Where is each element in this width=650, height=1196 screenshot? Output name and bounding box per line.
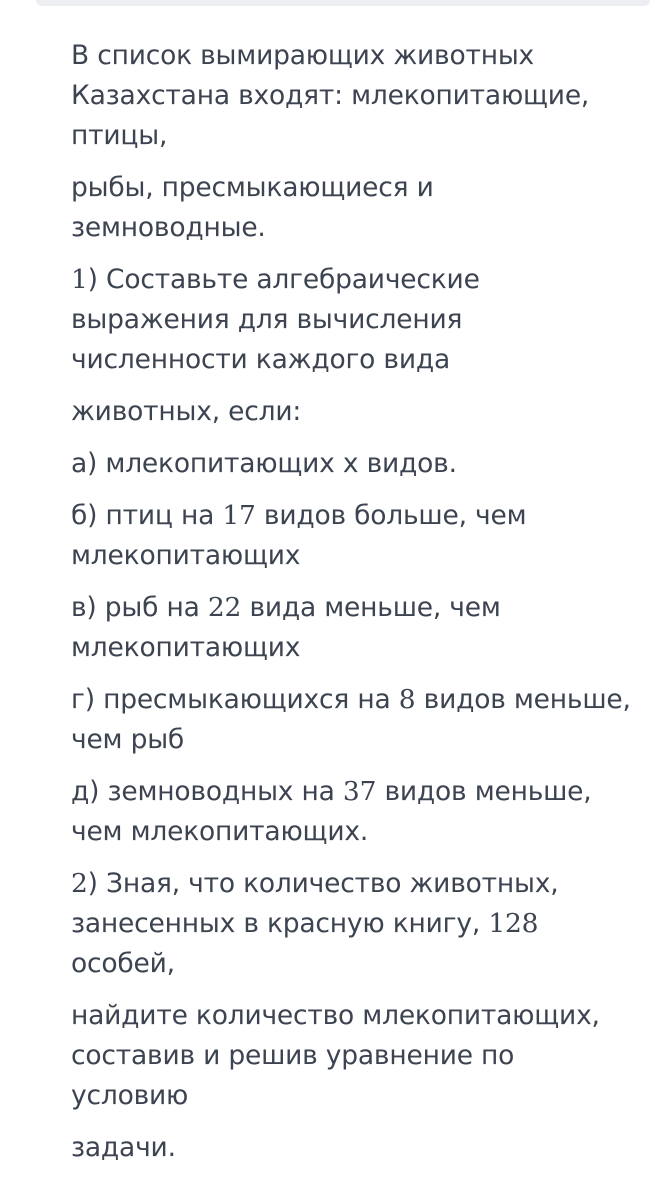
paragraph-item-v: в) рыб на 22 вида меньше, чем млекопитающих xyxy=(71,592,501,663)
paragraph-task-1-cont: животных, если: xyxy=(71,396,302,427)
paragraph-item-d: д) земноводных на 37 видов меньше, чем млекопитающих. xyxy=(71,776,592,847)
number-text: 17 xyxy=(222,500,256,531)
number-text: 128 xyxy=(488,908,539,939)
paragraph-item-b: б) птиц на 17 видов больше, чем млекопитающих xyxy=(71,500,527,571)
paragraph-task-1: 1) Составьте алгебраические выражения для вычисления численности каждого вида xyxy=(71,264,480,375)
number-text: 22 xyxy=(207,592,242,623)
paragraph-task-2: 2) Зная, что количество животных, занесенных в красную книгу, 128 особей, xyxy=(71,868,559,979)
paragraph-item-a: а) млекопитающих x видов. xyxy=(71,448,457,479)
paragraph-intro-2: рыбы, пресмыкающиеся и земноводные. xyxy=(71,172,434,243)
number-text: 8 xyxy=(398,684,416,715)
paragraph-task-2-cont: найдите количество млекопитающих, составив и решив уравнение по условию xyxy=(71,1000,600,1111)
paragraph-task-2-end: задачи. xyxy=(71,1132,176,1163)
paragraph-item-g: г) пресмыкающихся на 8 видов меньше, чем рыб xyxy=(71,684,631,755)
number-text: 37 xyxy=(342,776,377,807)
question-text xyxy=(71,36,643,1180)
number-text: 1 xyxy=(71,264,88,295)
paragraph-intro-1: В список вымирающих животных Казахстана входят: млекопитающие, птицы, xyxy=(71,40,590,151)
number-text: 2 xyxy=(71,868,88,899)
top-card-edge xyxy=(36,0,650,6)
